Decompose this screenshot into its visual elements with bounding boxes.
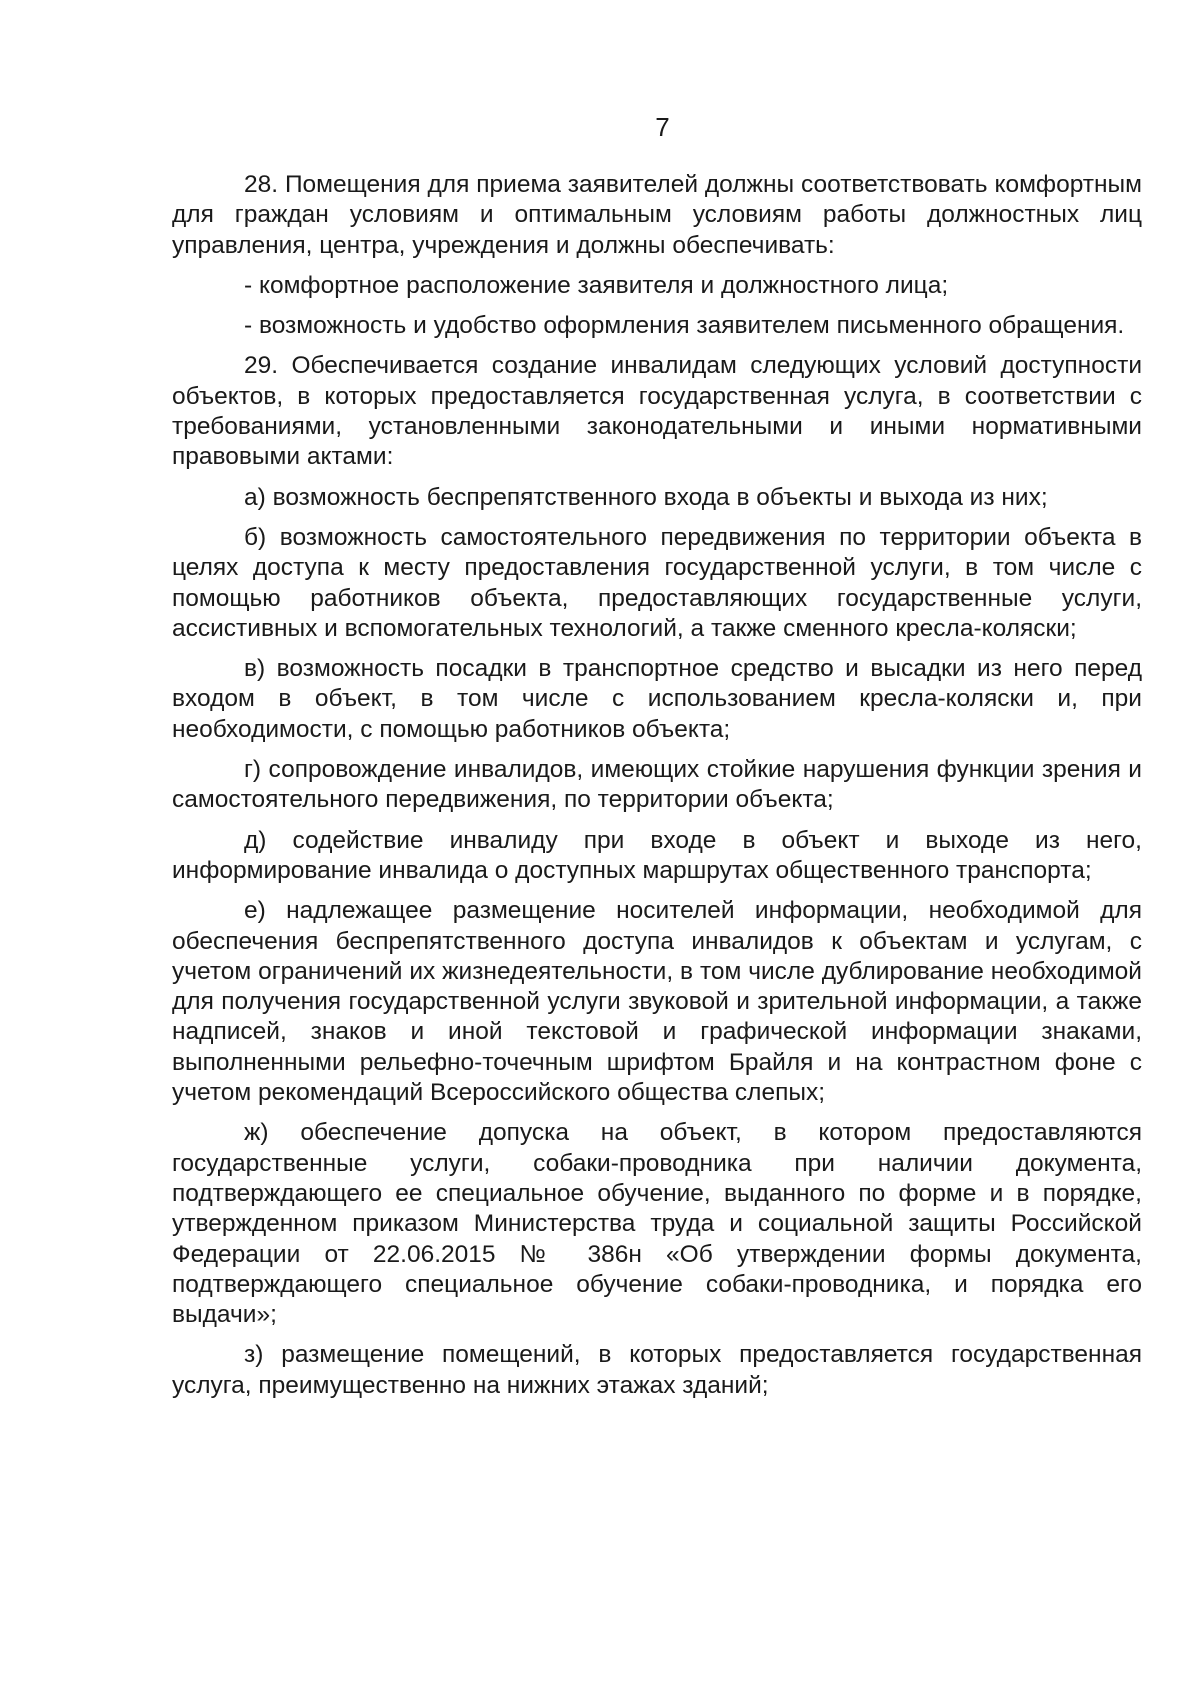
list-item-comfortable-placement: - комфортное расположение заявителя и должностного лица; [244, 271, 949, 299]
list-item-written-appeal: - возможность и удобство оформления заявителем письменного обращения. [244, 312, 1125, 340]
list-item-zh: ж) обеспечение допуска на объект, в котором предоставляются государственные услуги, собаки-проводника при наличии документа, подтверждающего ее специальное обучение, выданного по форме и в порядке, утвержденном приказом Министерства труда и социальной защиты Российской Федерации от 22.06.2015 № 386н «Об утверждении формы документа, подтверждающего специальное обучение собаки-проводника, и порядка его выдачи»; [172, 1119, 1142, 1329]
list-item-d: д) содействие инвалиду при входе в объект и выходе из него, информирование инвалида о доступных маршрутах общественного транспорта; [172, 826, 1142, 884]
list-item-a: а) возможность беспрепятственного входа в объекты и выхода из них; [244, 483, 1048, 511]
list-item-e: е) надлежащее размещение носителей информации, необходимой для обеспечения беспрепятственного доступа инвалидов к объектам и услугам, с учетом ограничений их жизнедеятельности, в том числе дублирование необходимой для получения государственной услуги звуковой и зрительной информации, а также надписей, знаков и иной текстовой и графической информации знаками, выполненными рельефно-точечным шрифтом Брайля и на контрастном фоне с учетом рекомендаций Всероссийского общества слепых; [172, 897, 1142, 1107]
list-item-b: б) возможность самостоятельного передвижения по территории объекта в целях доступа к месту предоставления государственной услуги, в том числе с помощью работников объекта, предоставляющих государственные услуги, ассистивных и вспомогательных технологий, а также сменного кресла-коляски; [172, 523, 1142, 642]
paragraph-29: 29. Обеспечивается создание инвалидам следующих условий доступности объектов, в которых предоставляется государственная услуга, в соответствии с требованиями, установленными законодательными и иными нормативными правовыми актами: [172, 352, 1142, 471]
document-body [172, 170, 1142, 1411]
page-number: 7 [655, 112, 670, 142]
list-item-g: г) сопровождение инвалидов, имеющих стойкие нарушения функции зрения и самостоятельного передвижения, по территории объекта; [172, 756, 1142, 814]
list-item-v: в) возможность посадки в транспортное средство и высадки из него перед входом в объект, в том числе с использованием кресла-коляски и, при необходимости, с помощью работников объекта; [172, 655, 1142, 743]
list-item-z: з) размещение помещений, в которых предоставляется государственная услуга, преимущественно на нижних этажах зданий; [172, 1341, 1142, 1399]
paragraph-28: 28. Помещения для приема заявителей должны соответствовать комфортным для граждан условиям и оптимальным условиям работы должностных лиц управления, центра, учреждения и должны обеспечивать: [172, 171, 1142, 259]
